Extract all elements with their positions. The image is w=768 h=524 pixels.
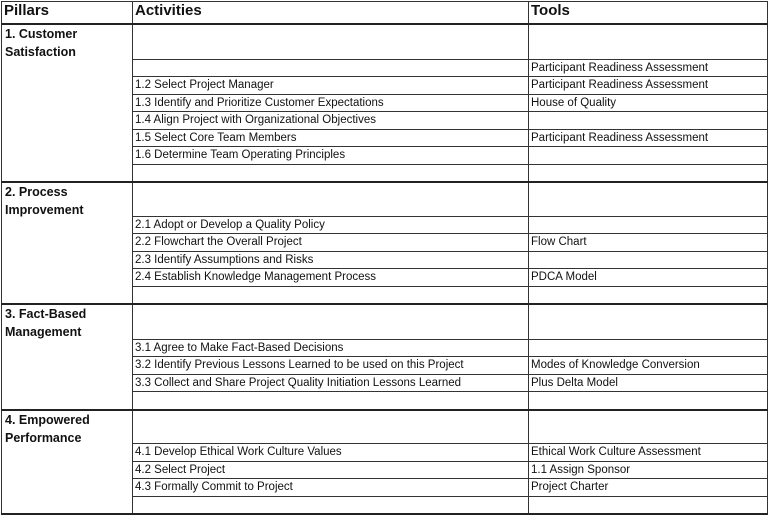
table-body — [2, 24, 768, 514]
tool-cell — [529, 410, 768, 444]
table-row — [2, 24, 768, 59]
tool-cell: Modes of Knowledge Conversion — [529, 357, 768, 375]
pillar-cell: 1. Customer Satisfaction — [2, 24, 133, 182]
activity-cell: 4.3 Formally Commit to Project — [133, 479, 529, 497]
header-row — [2, 2, 768, 25]
activity-cell: 2.1 Adopt or Develop a Quality Policy — [133, 216, 529, 234]
tool-cell: Project Charter — [529, 479, 768, 497]
table-row — [2, 410, 768, 444]
tool-cell — [529, 24, 768, 59]
tool-cell: Ethical Work Culture Assessment — [529, 444, 768, 462]
tool-cell — [529, 496, 768, 514]
tool-cell: Plus Delta Model — [529, 374, 768, 392]
pillars-activities-tools-table — [1, 1, 768, 515]
tool-cell: 1.1 Assign Sponsor — [529, 461, 768, 479]
pillar-cell: 3. Fact-Based Management — [2, 304, 133, 409]
tool-cell — [529, 251, 768, 269]
activity-cell — [133, 304, 529, 339]
activity-cell — [133, 410, 529, 444]
activity-cell: 4.2 Select Project — [133, 461, 529, 479]
activity-cell: 2.2 Flowchart the Overall Project — [133, 234, 529, 252]
tool-cell: Participant Readiness Assessment — [529, 129, 768, 147]
activity-cell: 1.3 Identify and Prioritize Customer Expectations — [133, 94, 529, 112]
activity-cell: 3.3 Collect and Share Project Quality Initiation Lessons Learned — [133, 374, 529, 392]
tool-cell — [529, 182, 768, 216]
tool-cell — [529, 112, 768, 130]
tool-cell: Participant Readiness Assessment — [529, 77, 768, 95]
tool-cell: Flow Chart — [529, 234, 768, 252]
activity-cell: 4.1 Develop Ethical Work Culture Values — [133, 444, 529, 462]
tool-cell — [529, 147, 768, 165]
header-activities: Activities — [133, 2, 529, 25]
tool-cell — [529, 304, 768, 339]
activity-cell: 2.4 Establish Knowledge Management Process — [133, 269, 529, 287]
activity-cell: 1.6 Determine Team Operating Principles — [133, 147, 529, 165]
activity-cell: 3.1 Agree to Make Fact-Based Decisions — [133, 339, 529, 357]
table-row — [2, 304, 768, 339]
tool-cell — [529, 165, 768, 183]
tool-cell — [529, 339, 768, 357]
pillar-cell: 2. Process Improvement — [2, 182, 133, 304]
activity-cell: 3.2 Identify Previous Lessons Learned to be used on this Project — [133, 357, 529, 375]
activity-cell — [133, 59, 529, 77]
activity-cell — [133, 24, 529, 59]
activity-cell: 1.4 Align Project with Organizational Objectives — [133, 112, 529, 130]
activity-cell — [133, 182, 529, 216]
tool-cell — [529, 216, 768, 234]
activity-cell: 1.2 Select Project Manager — [133, 77, 529, 95]
activity-cell — [133, 496, 529, 514]
activity-cell — [133, 287, 529, 305]
header-pillars: Pillars — [2, 2, 133, 25]
tool-cell: PDCA Model — [529, 269, 768, 287]
tool-cell: Participant Readiness Assessment — [529, 59, 768, 77]
activity-cell: 1.5 Select Core Team Members — [133, 129, 529, 147]
tool-cell: House of Quality — [529, 94, 768, 112]
activity-cell — [133, 392, 529, 410]
tool-cell — [529, 392, 768, 410]
tool-cell — [529, 287, 768, 305]
pillar-cell: 4. Empowered Performance — [2, 410, 133, 514]
activity-cell: 2.3 Identify Assumptions and Risks — [133, 251, 529, 269]
table-row — [2, 182, 768, 216]
activity-cell — [133, 165, 529, 183]
header-tools: Tools — [529, 2, 768, 25]
